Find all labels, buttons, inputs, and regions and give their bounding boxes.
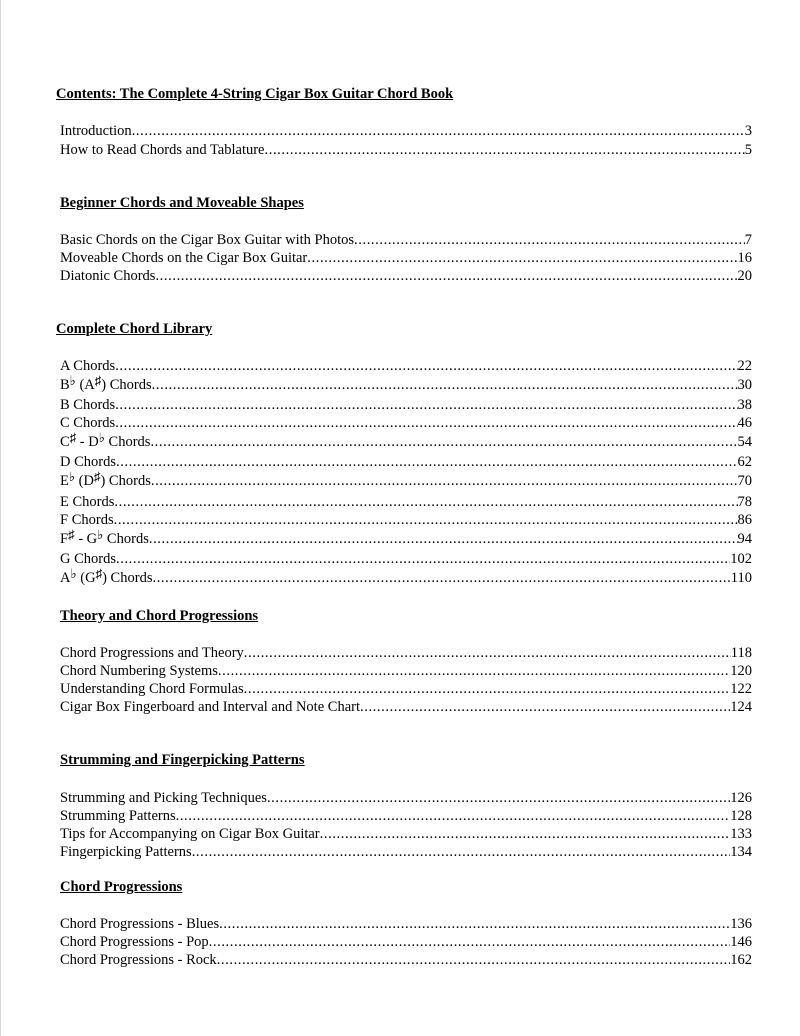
toc-entry[interactable] <box>60 662 752 680</box>
leader-dots <box>114 511 738 529</box>
toc-entry-page: 136 <box>730 916 752 932</box>
toc-entry-label: C♯ - D♭ Chords <box>60 430 151 450</box>
leader-dots <box>217 951 731 969</box>
toc-entry[interactable] <box>60 231 752 249</box>
toc-entry-label: Chord Progressions - Pop <box>60 934 209 950</box>
section-heading: Theory and Chord Progressions <box>60 608 259 624</box>
toc-entry-label: Moveable Chords on the Cigar Box Guitar <box>60 250 308 266</box>
leader-dots <box>320 825 731 843</box>
toc-entry[interactable] <box>60 267 752 285</box>
toc-entry-label: Strumming and Picking Techniques <box>60 790 267 806</box>
toc-entry[interactable] <box>60 951 752 969</box>
toc-entry[interactable] <box>60 469 752 490</box>
toc-entry[interactable] <box>60 680 752 698</box>
leader-dots <box>115 396 737 414</box>
toc-entry-page: 94 <box>737 531 752 547</box>
leader-dots <box>192 843 731 861</box>
sharp-symbol-icon: ♯ <box>94 373 102 388</box>
toc-entry[interactable] <box>60 915 752 933</box>
page-title: Contents: The Complete 4-String Cigar Box Guitar Chord Book <box>56 86 454 102</box>
toc-entry-label: Introduction <box>60 123 132 139</box>
toc-entry-label: Fingerpicking Patterns <box>60 844 192 860</box>
toc-entry-page: 124 <box>730 699 752 715</box>
toc-entry-label: Understanding Chord Formulas <box>60 681 244 697</box>
toc-entry[interactable] <box>60 373 752 394</box>
leader-dots <box>155 267 737 285</box>
toc-entry-page: 5 <box>744 142 752 158</box>
toc-entry-page: 146 <box>730 934 752 950</box>
leader-dots <box>116 453 738 471</box>
toc-entry-page: 110 <box>730 570 752 586</box>
leader-dots <box>115 414 737 432</box>
toc-entry-label: F Chords <box>60 512 114 528</box>
leader-dots <box>265 141 745 159</box>
flat-symbol-icon: ♭ <box>97 527 104 542</box>
leader-dots <box>307 249 737 267</box>
flat-symbol-icon: ♭ <box>70 566 77 581</box>
toc-entry[interactable] <box>60 453 752 471</box>
sharp-symbol-icon: ♯ <box>68 527 75 542</box>
toc-entry-label: B Chords <box>60 397 116 413</box>
toc-entry-label: E♭ (D♯) Chords <box>60 469 151 489</box>
toc-entry-label: Chord Progressions - Rock <box>60 952 217 968</box>
toc-entry-page: 46 <box>737 415 752 431</box>
toc-entry-page: 86 <box>737 512 752 528</box>
toc-entry[interactable] <box>60 249 752 267</box>
toc-entry-label: Cigar Box Fingerboard and Interval and Note Chart <box>60 699 360 715</box>
section-heading: Strumming and Fingerpicking Patterns <box>60 752 305 768</box>
toc-entry-label: Chord Progressions - Blues <box>60 916 220 932</box>
toc-entry-label: Chord Numbering Systems <box>60 663 218 679</box>
toc-entry-page: 128 <box>730 808 752 824</box>
flat-symbol-icon: ♭ <box>69 373 76 388</box>
toc-entry-label: Basic Chords on the Cigar Box Guitar with Photos <box>60 232 355 248</box>
toc-entry[interactable] <box>60 122 752 140</box>
toc-entry[interactable] <box>60 566 752 587</box>
toc-entry-page: 126 <box>730 790 752 806</box>
flat-symbol-icon: ♭ <box>98 430 105 445</box>
toc-entry[interactable] <box>60 644 752 662</box>
toc-entry-page: 22 <box>737 358 752 374</box>
toc-entry-page: 70 <box>737 473 752 489</box>
toc-entry[interactable] <box>60 493 752 511</box>
toc-entry-label: Diatonic Chords <box>60 268 156 284</box>
leader-dots <box>115 357 737 375</box>
toc-entry-page: 7 <box>744 232 752 248</box>
toc-entry-label: A♭ (G♯) Chords <box>60 566 153 586</box>
toc-entry-label: Strumming Patterns <box>60 808 176 824</box>
section-heading: Complete Chord Library <box>56 321 213 337</box>
toc-entry-page: 30 <box>737 377 752 393</box>
toc-entry-page: 62 <box>737 454 752 470</box>
leader-dots <box>360 698 730 716</box>
section-heading: Chord Progressions <box>60 879 183 895</box>
toc-entry-label: A Chords <box>60 358 116 374</box>
sharp-symbol-icon: ♯ <box>69 430 77 445</box>
toc-entry[interactable] <box>60 527 752 548</box>
toc-entry[interactable] <box>60 698 752 716</box>
leader-dots <box>116 550 730 568</box>
leader-dots <box>267 789 730 807</box>
toc-entry-page: 162 <box>730 952 752 968</box>
leader-dots <box>218 662 730 680</box>
toc-entry-label: G Chords <box>60 551 116 567</box>
leader-dots <box>244 680 731 698</box>
toc-entry[interactable] <box>60 789 752 807</box>
flat-symbol-icon: ♭ <box>68 469 75 484</box>
toc-entry-page: 78 <box>737 494 752 510</box>
leader-dots <box>209 933 731 951</box>
toc-entry-label: Chord Progressions and Theory <box>60 645 244 661</box>
toc-entry-label: D Chords <box>60 454 116 470</box>
toc-entry[interactable] <box>60 843 752 861</box>
leader-dots <box>176 807 731 825</box>
toc-entry-page: 54 <box>737 434 752 450</box>
toc-entry[interactable] <box>60 430 752 451</box>
leader-dots <box>152 376 738 394</box>
toc-entry[interactable] <box>60 550 752 568</box>
toc-entry-page: 134 <box>730 844 752 860</box>
sharp-symbol-icon: ♯ <box>95 566 103 581</box>
toc-entry[interactable] <box>60 141 752 159</box>
toc-entry-page: 118 <box>730 645 752 661</box>
toc-entry-label: E Chords <box>60 494 115 510</box>
toc-entry-page: 120 <box>730 663 752 679</box>
leader-dots <box>219 915 730 933</box>
leader-dots <box>244 644 731 662</box>
leader-dots <box>354 231 745 249</box>
leader-dots <box>152 569 730 587</box>
toc-entry[interactable] <box>60 825 752 843</box>
toc-entry-label: B♭ (A♯) Chords <box>60 373 152 393</box>
toc-entry-page: 133 <box>730 826 752 842</box>
leader-dots <box>150 433 737 451</box>
toc-entry[interactable] <box>60 511 752 529</box>
toc-entry[interactable] <box>60 414 752 432</box>
sharp-symbol-icon: ♯ <box>93 469 101 484</box>
toc-entry-label: How to Read Chords and Tablature <box>60 142 265 158</box>
toc-entry[interactable] <box>60 396 752 414</box>
toc-entry-label: Tips for Accompanying on Cigar Box Guitar <box>60 826 320 842</box>
toc-entry[interactable] <box>60 933 752 951</box>
toc-entry[interactable] <box>60 357 752 375</box>
toc-entry-page: 3 <box>744 123 752 139</box>
toc-entry-page: 38 <box>737 397 752 413</box>
toc-entry-page: 122 <box>730 681 752 697</box>
leader-dots <box>149 530 738 548</box>
leader-dots <box>151 472 738 490</box>
toc-entry-label: C Chords <box>60 415 116 431</box>
leader-dots <box>132 122 745 140</box>
toc-entry-page: 20 <box>737 268 752 284</box>
toc-entry-page: 16 <box>737 250 752 266</box>
toc-entry-label: F♯ - G♭ Chords <box>60 527 149 547</box>
leader-dots <box>114 493 737 511</box>
section-heading: Beginner Chords and Moveable Shapes <box>60 195 304 211</box>
toc-entry[interactable] <box>60 807 752 825</box>
toc-entry-page: 102 <box>730 551 752 567</box>
